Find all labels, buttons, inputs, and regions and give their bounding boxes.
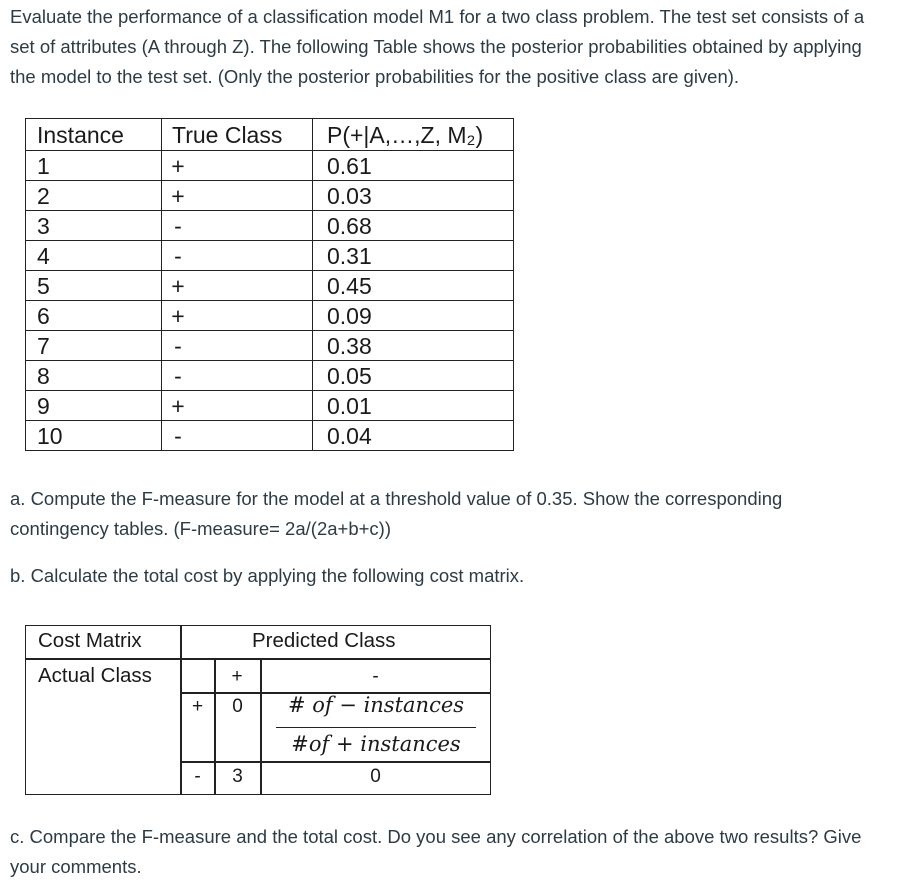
question-b: b. Calculate the total cost by applying the following cost matrix. [10, 565, 525, 586]
question-a: a. Compute the F-measure for the model at a threshold value of 0.35. Show the corresponding contingency tables. (F-measure= 2a/(2a+b+c)) [10, 488, 783, 539]
cell-probability: 0.38 [313, 331, 514, 361]
cell-true-class: - [174, 242, 182, 269]
header-instance: Instance [26, 119, 162, 151]
table-row [26, 211, 514, 241]
cell-true-class: + [171, 182, 185, 209]
table-row [26, 151, 514, 181]
table-row [26, 241, 514, 271]
cell-probability: 0.61 [313, 151, 514, 181]
posterior-probability-table [25, 118, 514, 451]
cell-instance: 6 [26, 301, 162, 331]
cell-instance: 2 [26, 181, 162, 211]
table-row [26, 271, 514, 301]
cell-instance: 1 [26, 151, 162, 181]
cell-true-class: - [174, 212, 182, 239]
cm-fraction-bar [276, 727, 476, 728]
cost-minus-plus: 3 [232, 766, 243, 787]
table-row [26, 331, 514, 361]
cost-matrix-table [25, 625, 491, 795]
cell-probability: 0.45 [313, 271, 514, 301]
cell-probability: 0.09 [313, 301, 514, 331]
cell-true-class: + [171, 392, 185, 419]
cell-instance: 4 [26, 241, 162, 271]
cell-probability: 0.68 [313, 211, 514, 241]
cell-instance: 9 [26, 391, 162, 421]
cell-probability: 0.04 [313, 421, 514, 451]
cell-probability: 0.05 [313, 361, 514, 391]
predicted-plus-label: + [231, 666, 243, 687]
actual-plus-label: + [191, 696, 204, 717]
question-c: c. Compare the F-measure and the total cost. Do you see any correlation of the above two results? Give your comments. [10, 826, 862, 877]
cell-instance: 10 [26, 421, 162, 451]
actual-minus-label: - [194, 766, 201, 787]
cell-true-class: + [171, 272, 185, 299]
cell-probability: 0.31 [313, 241, 514, 271]
cost-minus-minus: 0 [370, 766, 381, 787]
cost-fraction-denominator: #of + instances [291, 732, 461, 756]
cell-instance: 7 [26, 331, 162, 361]
cell-true-class: - [174, 332, 182, 359]
cm-divider [180, 761, 490, 763]
cost-plus-plus: 0 [232, 696, 243, 717]
table-row [26, 301, 514, 331]
table-header-row [26, 119, 514, 151]
header-probability: P(+|A,…,Z, M₂) [313, 119, 514, 151]
cell-probability: 0.03 [313, 181, 514, 211]
table-row [26, 181, 514, 211]
cell-true-class: + [171, 152, 185, 179]
cm-divider [26, 658, 490, 660]
table-row [26, 421, 514, 451]
predicted-class-label: Predicted Class [252, 629, 396, 652]
intro-paragraph: Evaluate the performance of a classification model M1 for a two class problem. The test set consists of a set of attributes (A through Z). The following Table shows the posterior probabilities obtained by applying the model to the test set. (Only the posterior probabilities for the positive class are given). [10, 6, 865, 87]
table-row [26, 391, 514, 421]
table-row [26, 361, 514, 391]
cell-instance: 8 [26, 361, 162, 391]
cell-instance: 5 [26, 271, 162, 301]
cell-probability: 0.01 [313, 391, 514, 421]
header-true-class: True Class [162, 119, 313, 151]
actual-class-label: Actual Class [38, 664, 152, 687]
cell-true-class: - [174, 422, 182, 449]
predicted-minus-label: - [372, 666, 379, 687]
cost-matrix-title: Cost Matrix [38, 629, 142, 652]
cell-instance: 3 [26, 211, 162, 241]
cell-true-class: - [174, 362, 182, 389]
cost-fraction-numerator: # of − instances [287, 693, 465, 717]
cell-true-class: + [171, 302, 185, 329]
